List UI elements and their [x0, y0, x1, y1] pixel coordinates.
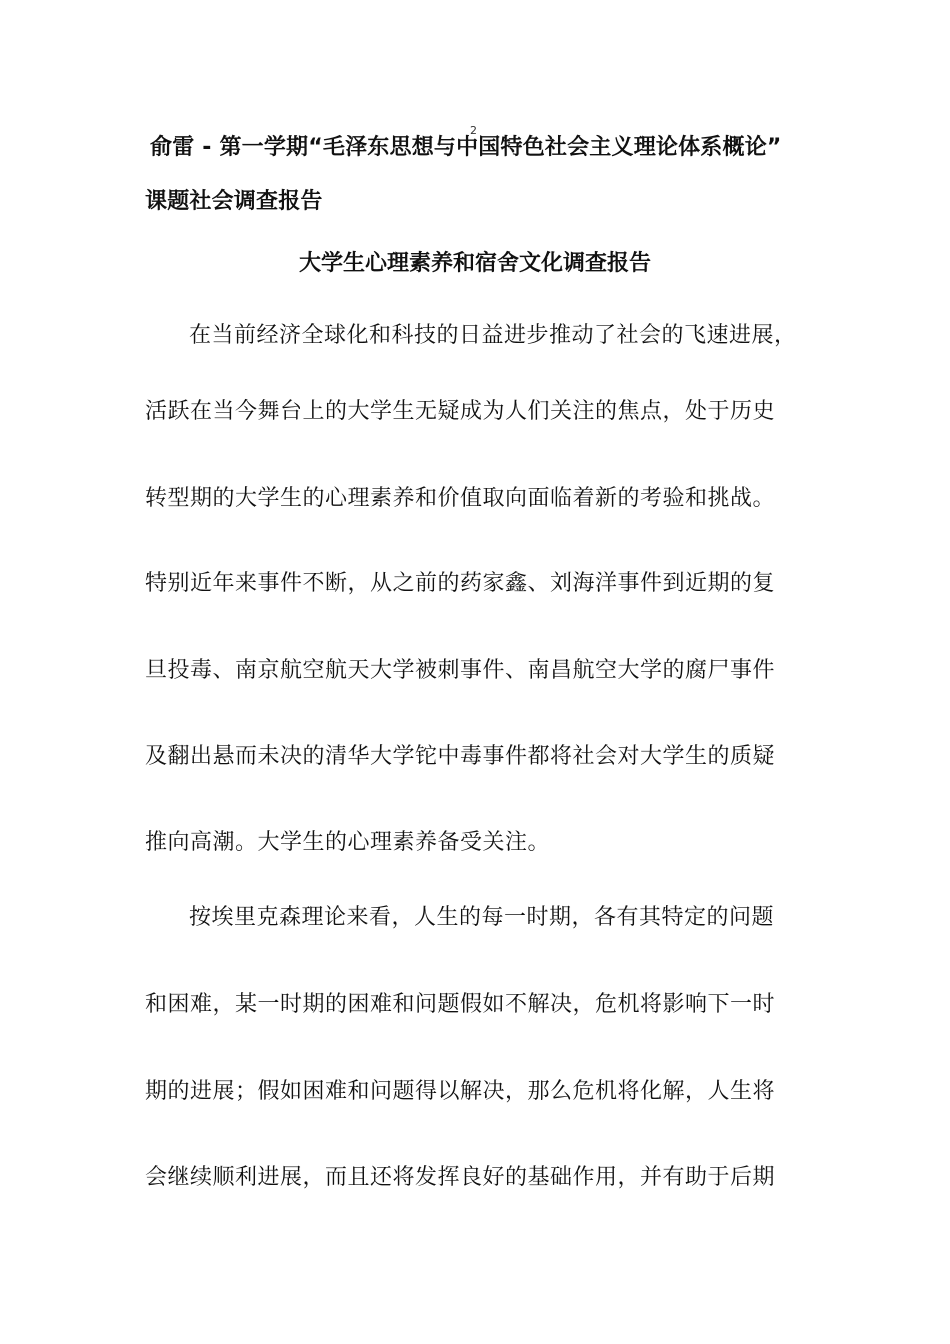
paragraph-1-line-2: 活跃在当今舞台上的大学生无疑成为人们关注的焦点，处于历史	[145, 399, 776, 424]
paragraph-1-line-6: 及翻出悬而未决的清华大学铊中毒事件都将社会对大学生的质疑	[145, 744, 776, 769]
paragraph-2-line-2: 和困难，某一时期的困难和问题假如不解决，危机将影响下一时	[145, 992, 776, 1017]
paragraph-2-line-3: 期的进展；假如困难和问题得以解决，那么危机将化解，人生将	[145, 1079, 776, 1104]
page-number: 2	[470, 124, 477, 137]
paragraph-1-line-1: 在当前经济全球化和科技的日益进步推动了社会的飞速进展，	[189, 323, 797, 348]
heading-line-2: 课题社会调查报告	[145, 189, 323, 214]
paragraph-2-line-1: 按埃里克森理论来看，人生的每一时期，各有其特定的问题	[189, 905, 775, 930]
paragraph-1-line-5: 旦投毒、南京航空航天大学被刺事件、南昌航空大学的腐尸事件	[145, 658, 776, 683]
paragraph-1-line-4: 特别近年来事件不断，从之前的药家鑫、刘海洋事件到近期的复	[145, 571, 776, 596]
paragraph-2-line-4: 会继续顺利进展，而且还将发挥良好的基础作用，并有助于后期	[145, 1165, 776, 1190]
heading-line-1: 俞雷 - 第一学期“毛泽东思想与中国特色社会主义理论体系概论”	[150, 135, 782, 160]
paragraph-1-line-3: 转型期的大学生的心理素养和价值取向面临着新的考验和挑战。	[145, 486, 776, 511]
paragraph-1-line-7: 推向高潮。大学生的心理素养备受关注。	[145, 830, 551, 855]
report-title: 大学生心理素养和宿舍文化调查报告	[298, 251, 651, 276]
